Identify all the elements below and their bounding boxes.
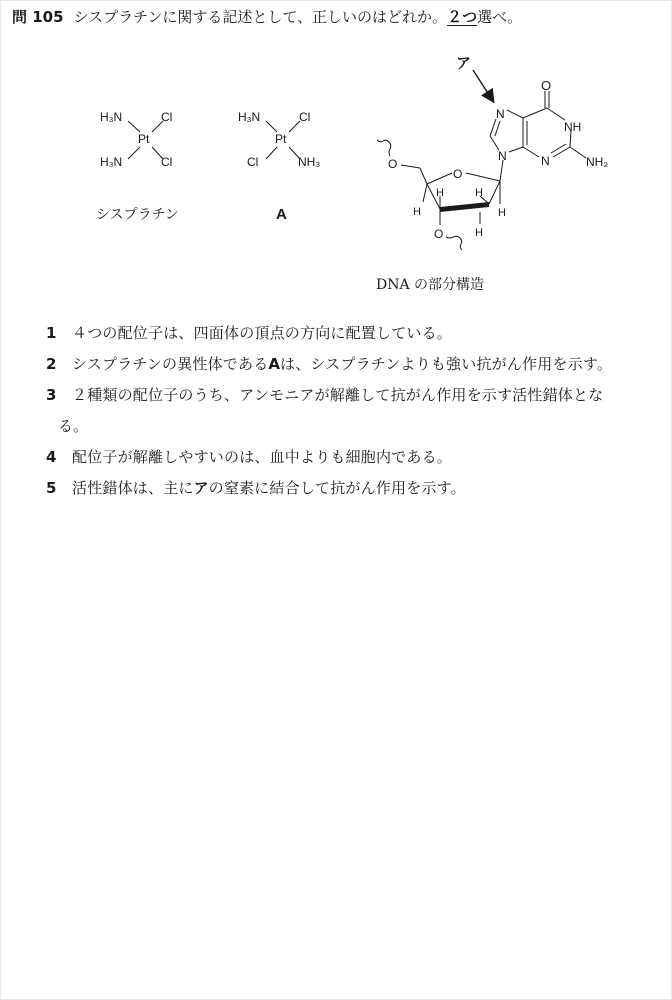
atom-carbonyl-o: O bbox=[541, 78, 552, 93]
isomer-a-caption: A bbox=[276, 206, 287, 223]
question-number: 問 105 bbox=[12, 8, 64, 26]
option-number: 3 bbox=[46, 386, 57, 404]
atom-h-c3-up: H bbox=[436, 187, 444, 199]
cisplatin-ligand-br: Cl bbox=[161, 155, 173, 169]
option-text-end: の窒素に結合して抗がん作用を示す。 bbox=[208, 479, 466, 497]
option-text-continued: る。 bbox=[58, 417, 89, 435]
atom-n7: N bbox=[496, 107, 505, 121]
atom-ring-o: O bbox=[453, 167, 463, 181]
atom-h-c4: H bbox=[413, 206, 421, 218]
option-5[interactable] bbox=[46, 473, 666, 504]
atom-n3: N bbox=[541, 154, 550, 168]
option-1[interactable] bbox=[46, 318, 666, 349]
cisplatin-ligand-bl: H₃N bbox=[100, 155, 123, 169]
arrow-line bbox=[473, 70, 493, 101]
option-text: ２種類の配位子のうち、アンモニアが解離して抗がん作用を示す活性錯体とな bbox=[72, 386, 604, 404]
isomer-a-center: Pt bbox=[275, 132, 287, 146]
option-text: 活性錯体は、主に bbox=[72, 479, 194, 497]
dna-caption: DNA の部分構造 bbox=[376, 277, 485, 293]
option-text: ４つの配位子は、四面体の頂点の方向に配置している。 bbox=[72, 324, 453, 342]
cisplatin-center: Pt bbox=[138, 132, 150, 146]
atom-o5: O bbox=[388, 157, 398, 171]
isomer-a-ligand-br: NH₃ bbox=[298, 155, 321, 169]
option-number: 5 bbox=[46, 479, 57, 497]
atom-h-c2-up: H bbox=[475, 187, 483, 199]
atom-h-c2-down: H bbox=[475, 227, 483, 239]
option-text-end: は、シスプラチンよりも強い抗がん作用を示す。 bbox=[280, 355, 613, 373]
option-number: 1 bbox=[46, 324, 57, 342]
guanine-bonds bbox=[490, 91, 586, 181]
option-2[interactable] bbox=[46, 349, 666, 380]
option-bold: ア bbox=[193, 479, 209, 497]
option-number: 4 bbox=[46, 448, 57, 466]
cisplatin-ligand-tl: H₃N bbox=[100, 110, 123, 124]
isomer-a-ligand-bl: Cl bbox=[247, 155, 259, 169]
atom-n9: N bbox=[498, 149, 507, 163]
answer-options bbox=[46, 318, 666, 504]
arrow-label: ア bbox=[456, 54, 472, 72]
atom-o3: O bbox=[434, 227, 444, 241]
option-text: シスプラチンの異性体である bbox=[72, 355, 269, 373]
option-text: 配位子が解離しやすいのは、血中よりも細胞内である。 bbox=[72, 448, 453, 466]
isomer-a-ligand-tr: Cl bbox=[299, 110, 311, 124]
question-header bbox=[12, 6, 522, 28]
atom-h-c1: H bbox=[498, 207, 506, 219]
cisplatin-caption: シスプラチン bbox=[96, 207, 179, 223]
option-3[interactable] bbox=[46, 380, 666, 442]
option-4[interactable] bbox=[46, 442, 666, 473]
question-text-end: 選べ。 bbox=[477, 8, 523, 26]
option-bold: A bbox=[268, 355, 281, 373]
chemical-structures-figure bbox=[0, 40, 672, 300]
atom-n1h: NH bbox=[564, 120, 582, 134]
question-text: シスプラチンに関する記述として、正しいのはどれか。 bbox=[73, 8, 448, 26]
atom-amino: NH₂ bbox=[586, 155, 608, 169]
option-number: 2 bbox=[46, 355, 57, 373]
bold-bond bbox=[440, 202, 489, 212]
question-emphasis: ２つ bbox=[447, 8, 478, 26]
isomer-a-ligand-tl: H₃N bbox=[238, 110, 261, 124]
cisplatin-ligand-tr: Cl bbox=[161, 110, 173, 124]
